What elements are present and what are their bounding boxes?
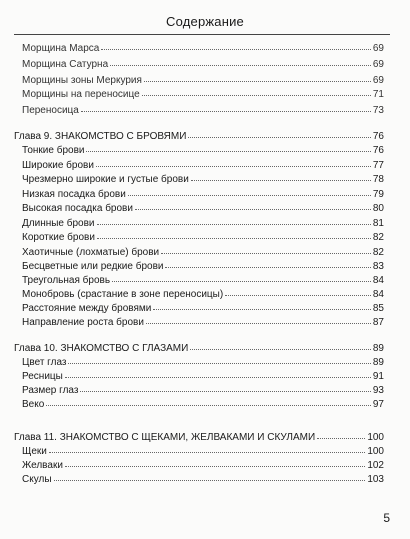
toc-entry-title: Скулы xyxy=(22,474,52,485)
toc-entry-page: 78 xyxy=(372,174,384,185)
toc-entry-title: Хаотичные (лохматые) брови xyxy=(22,247,160,258)
toc-entry xyxy=(22,356,384,369)
toc-entry-title: Переносица xyxy=(22,105,79,116)
toc-entry-page: 73 xyxy=(372,105,384,116)
toc-entry-page: 100 xyxy=(367,446,384,457)
toc-entry-page: 69 xyxy=(372,43,384,54)
toc-entry xyxy=(22,42,384,55)
toc-leader-dots xyxy=(97,230,371,239)
toc-entry-page: 89 xyxy=(372,357,384,368)
toc-entry-page: 93 xyxy=(372,385,384,396)
toc-leader-dots xyxy=(146,315,371,324)
toc-chapter-title: Глава 11. ЗНАКОМСТВО С ЩЕКАМИ, ЖЕЛВАКАМИ И СКУЛАМИ xyxy=(14,432,316,443)
toc-entry-title: Морщина Марса xyxy=(22,43,100,54)
toc-leader-dots xyxy=(68,355,370,364)
toc-entry-title: Ресницы xyxy=(22,371,63,382)
toc-entry-page: 83 xyxy=(372,261,384,272)
toc-entry-page: 69 xyxy=(372,75,384,86)
toc-leader-dots xyxy=(101,41,371,50)
toc-entry xyxy=(22,173,384,186)
toc-chapter-title: Глава 10. ЗНАКОМСТВО С ГЛАЗАМИ xyxy=(14,343,189,354)
toc-entry xyxy=(22,260,384,273)
toc-chapter-heading xyxy=(14,431,384,444)
toc-entry-page: 82 xyxy=(372,232,384,243)
toc-leader-dots xyxy=(190,341,371,350)
toc-entry xyxy=(22,58,384,71)
toc-entry-title: Морщины на переносице xyxy=(22,89,140,100)
toc-entry-page: 76 xyxy=(372,145,384,156)
toc-entry-page: 77 xyxy=(372,160,384,171)
toc-leader-dots xyxy=(144,73,371,82)
toc-entry-page: 97 xyxy=(372,399,384,410)
toc-leader-dots xyxy=(46,397,371,406)
toc-entry-title: Треугольная бровь xyxy=(22,275,111,286)
toc-entry-page: 85 xyxy=(372,303,384,314)
toc-entry-title: Бесцветные или редкие брови xyxy=(22,261,164,272)
toc-entry-title: Веко xyxy=(22,399,45,410)
toc-leader-dots xyxy=(161,245,371,254)
toc-chapter-page: 89 xyxy=(372,343,384,354)
toc-entry xyxy=(22,302,384,315)
page-title: Содержание xyxy=(166,14,244,29)
toc-entry xyxy=(22,288,384,301)
toc-entry xyxy=(22,445,384,458)
toc-leader-dots xyxy=(112,273,371,282)
toc-entry-title: Расстояние между бровями xyxy=(22,303,152,314)
toc-entry-page: 69 xyxy=(372,59,384,70)
toc-entry xyxy=(22,88,384,101)
toc-entry xyxy=(22,217,384,230)
toc-entry xyxy=(22,202,384,215)
toc-entry-page: 84 xyxy=(372,289,384,300)
toc-entry-page: 91 xyxy=(372,371,384,382)
toc-entry-page: 103 xyxy=(367,474,384,485)
toc-entry-title: Низкая посадка брови xyxy=(22,189,126,200)
toc-entry xyxy=(22,188,384,201)
toc-entry-page: 79 xyxy=(372,189,384,200)
toc-leader-dots xyxy=(65,369,371,378)
toc-entry-title: Желваки xyxy=(22,460,63,471)
toc-entry-page: 71 xyxy=(372,89,384,100)
toc-chapter-page: 100 xyxy=(367,432,384,443)
toc-entry-title: Морщины зоны Меркурия xyxy=(22,75,142,86)
toc-leader-dots xyxy=(135,201,371,210)
toc-entry xyxy=(22,231,384,244)
toc-entry xyxy=(22,274,384,287)
toc-leader-dots xyxy=(80,383,370,392)
toc-entry-title: Направление роста брови xyxy=(22,317,144,328)
toc-entry-title: Длинные брови xyxy=(22,218,95,229)
toc-leader-dots xyxy=(110,57,371,66)
toc-entry xyxy=(22,459,384,472)
toc-entry-title: Монобровь (срастание в зоне переносицы) xyxy=(22,289,224,300)
toc-entry-title: Щеки xyxy=(22,446,47,457)
toc-entry xyxy=(22,104,384,117)
toc-entry-page: 87 xyxy=(372,317,384,328)
toc-leader-dots xyxy=(153,301,371,310)
toc-entry-title: Размер глаз xyxy=(22,385,79,396)
toc-entry-title: Короткие брови xyxy=(22,232,95,243)
toc-entry-title: Морщина Сатурна xyxy=(22,59,109,70)
toc-leader-dots xyxy=(54,472,366,481)
page-number: 5 xyxy=(383,511,390,525)
toc-leader-dots xyxy=(81,103,371,112)
toc-leader-dots xyxy=(49,444,365,453)
toc-leader-dots xyxy=(128,187,371,196)
toc-leader-dots xyxy=(142,87,371,96)
toc-leader-dots xyxy=(96,158,371,167)
toc-leader-dots xyxy=(188,129,370,138)
toc-entry-title: Чрезмерно широкие и густые брови xyxy=(22,174,189,185)
toc-leader-dots xyxy=(165,259,370,268)
toc-entry xyxy=(22,159,384,172)
toc-chapter-page: 76 xyxy=(372,131,384,142)
toc-entry-page: 84 xyxy=(372,275,384,286)
toc-chapter-heading xyxy=(14,342,384,355)
toc-entry-page: 102 xyxy=(367,460,384,471)
toc-leader-dots xyxy=(86,143,370,152)
toc-entry xyxy=(22,316,384,329)
toc-leader-dots xyxy=(225,287,371,296)
toc-entry-title: Высокая посадка брови xyxy=(22,203,133,214)
toc-entry-title: Цвет глаз xyxy=(22,357,67,368)
header-divider xyxy=(14,34,390,35)
toc-entry xyxy=(22,384,384,397)
toc-entry xyxy=(22,246,384,259)
toc-entry-title: Тонкие брови xyxy=(22,145,85,156)
toc-entry xyxy=(22,144,384,157)
toc-entry-page: 80 xyxy=(372,203,384,214)
toc-entry-page: 81 xyxy=(372,218,384,229)
toc-chapter-title: Глава 9. ЗНАКОМСТВО С БРОВЯМИ xyxy=(14,131,187,142)
toc-entry xyxy=(22,398,384,411)
toc-leader-dots xyxy=(317,430,365,439)
toc-entry-page: 82 xyxy=(372,247,384,258)
toc-leader-dots xyxy=(191,172,371,181)
toc-entry xyxy=(22,473,384,486)
toc-leader-dots xyxy=(65,458,365,467)
toc-entry xyxy=(22,74,384,87)
toc-entry xyxy=(22,370,384,383)
toc-leader-dots xyxy=(97,216,371,225)
toc-entry-title: Широкие брови xyxy=(22,160,94,171)
toc-chapter-heading xyxy=(14,130,384,143)
